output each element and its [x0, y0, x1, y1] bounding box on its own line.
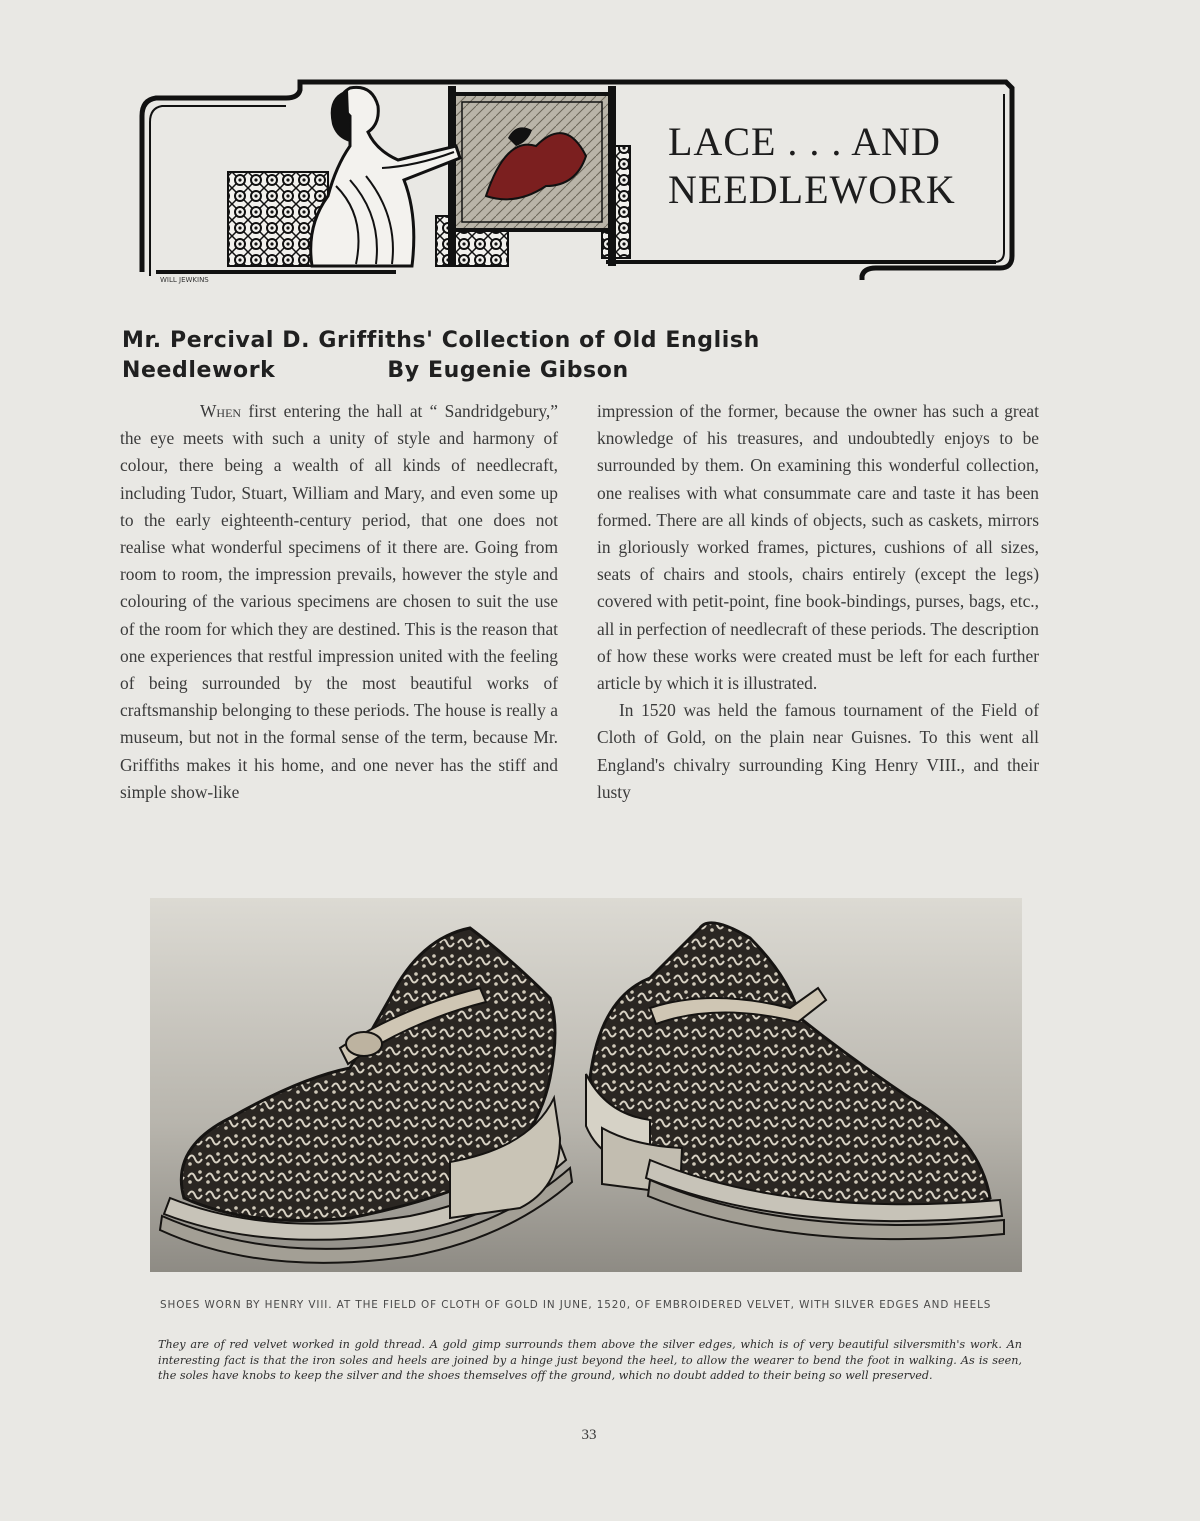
page-number: 33	[581, 1427, 597, 1443]
article-headline	[122, 326, 902, 386]
header-banner	[136, 76, 1018, 284]
article-column-right	[597, 398, 1039, 806]
shoes-image	[150, 898, 1022, 1272]
column-left-text: first entering the hall at “ Sandridgebury,” the eye meets with such a unity of style and harmony of colour, there being a wealth of all kinds of needlecraft, including Tudor, Stuart, William and Mary, and even some up to the early eighteenth-century period, that one does not realise what wonderful specimens of it there are. Going from room to room, the impression prevails, however the style and colouring of the various specimens are chosen to suit the use of the room for which they are destined. This is the reason that one experiences that restful impression united with the feeling of being surrounded by the most beautiful works of craftsmanship belonging to these periods. The house is really a museum, but not in the formal sense of the term, because Mr. Griffiths makes it his home, and one never has the stiff and simple show-like	[120, 401, 558, 802]
article-title-line2-left: Needlework	[122, 358, 276, 383]
figure-caption: SHOES WORN BY HENRY VIII. AT THE FIELD OF CLOTH OF GOLD IN JUNE, 1520, OF EMBROIDERED VELVET, WITH SILVER EDGES AND HEELS	[160, 1299, 992, 1311]
banner-title	[668, 118, 1008, 214]
banner-title-line2: NEEDLEWORK	[668, 167, 956, 212]
figure-description: They are of red velvet worked in gold thread. A gold gimp surrounds them above the silver edges, which is of very beautiful silversmith's work. An interesting fact is that the iron soles and heels are joined by a hinge just beyond the heel, to allow the wearer to bend the foot in walking. As is seen, the soles have knobs to keep the silver and the shoes themselves off the ground, which no doubt added to their being so well preserved.	[158, 1338, 1022, 1382]
column-right-paragraph-2: In 1520 was held the famous tournament of the Field of Cloth of Gold, on the plain near Guisnes. To this went all England's chivalry surrounding King Henry VIII., and their lusty	[597, 700, 1039, 802]
article-byline: By Eugenie Gibson	[387, 358, 629, 383]
column-right-paragraph-1: impression of the former, because the owner has such a great knowledge of his treasures, and undoubtedly enjoys to be surrounded by them. On examining this wonderful collection, one realises with what consummate care and taste it has been formed. There are all kinds of objects, such as caskets, mirrors in gloriously worked frames, pictures, cushions of all sizes, seats of chairs and stools, chairs entirely (except the legs) covered with petit-point, fine book-bindings, purses, bags, etc., all in perfection of needlecraft of these periods. The description of how these works were created must be left for each further article by which it is illustrated.	[597, 401, 1040, 694]
article-title-line2	[122, 356, 902, 386]
column-left-paragraph	[120, 398, 558, 806]
article-column-left	[120, 398, 558, 806]
lead-word: When	[200, 401, 242, 421]
illustrator-signature: WILL JEWKINS	[160, 276, 209, 284]
article-title-line1: Mr. Percival D. Griffiths' Collection of Old English	[122, 328, 760, 353]
banner-title-line1: LACE . . . AND	[668, 119, 941, 164]
shoes-photograph	[150, 898, 1022, 1272]
